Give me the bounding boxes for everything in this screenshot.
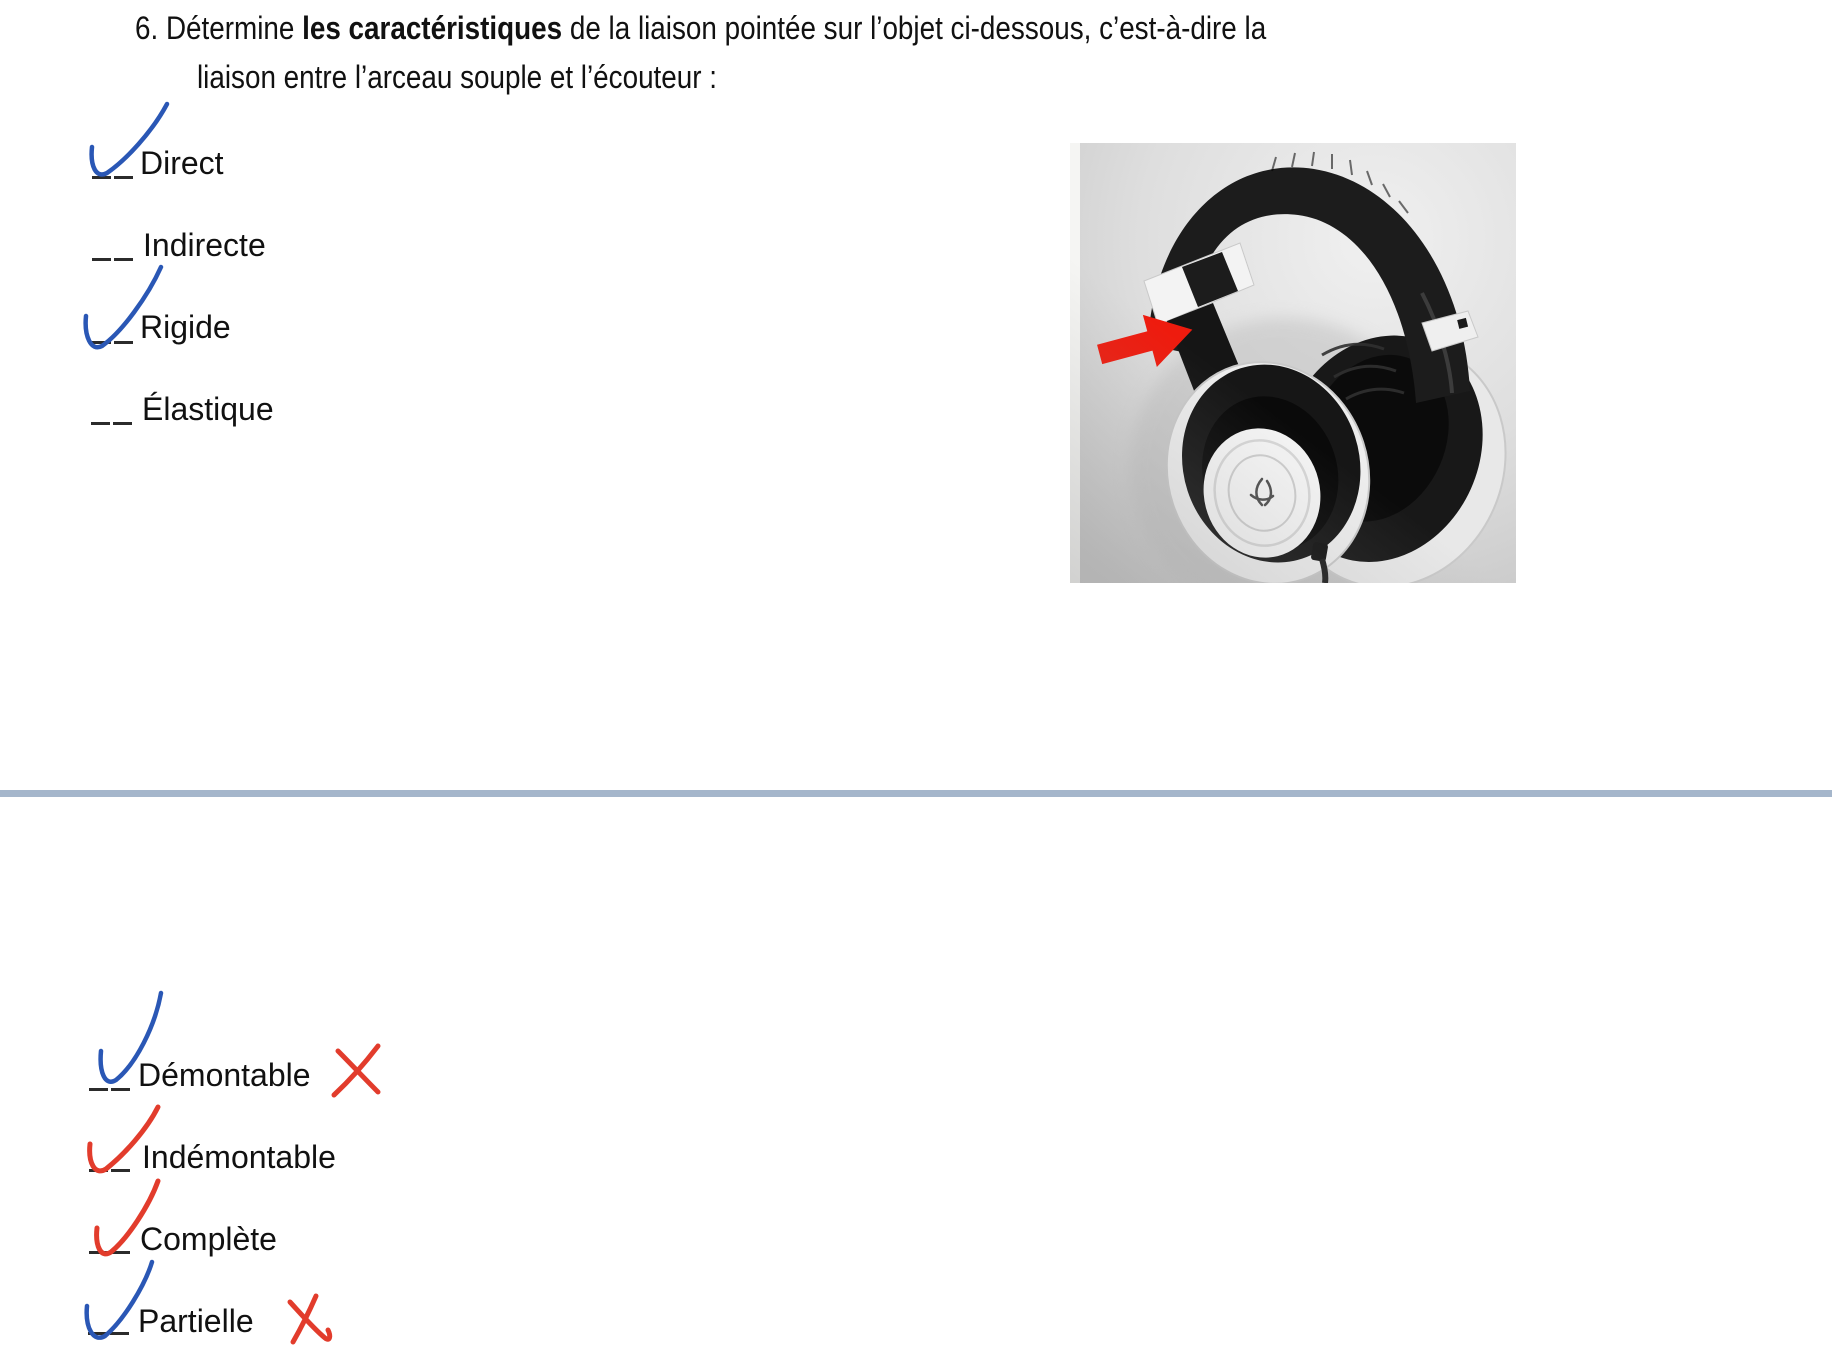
answer-blank bbox=[92, 258, 133, 261]
option-label-demontable: Démontable bbox=[138, 1057, 311, 1093]
answer-blank bbox=[89, 1251, 130, 1254]
option-label-partielle: Partielle bbox=[138, 1303, 254, 1339]
question-text-bold: les caractéristiques bbox=[302, 10, 563, 46]
question-title-line1 bbox=[135, 8, 1435, 48]
section-divider bbox=[0, 790, 1832, 797]
option-label-direct: Direct bbox=[140, 145, 224, 181]
answer-blank bbox=[88, 1332, 129, 1335]
option-label-indemontable: Indémontable bbox=[142, 1139, 336, 1175]
option-label-complete: Complète bbox=[140, 1221, 277, 1257]
answer-blank bbox=[92, 176, 133, 179]
question-text-line2: liaison entre l’arceau souple et l’écouteur : bbox=[197, 59, 717, 95]
option-label-rigide: Rigide bbox=[140, 309, 231, 345]
question-text: 6. Détermine bbox=[135, 10, 303, 46]
question-text-rest: de la liaison pointée sur l’objet ci-dessous, c’est-à-dire la bbox=[562, 10, 1267, 46]
answer-blank bbox=[89, 1088, 130, 1091]
answer-blank bbox=[89, 1169, 130, 1172]
cross-mark-demontable bbox=[334, 1046, 378, 1095]
option-label-elastique: Élastique bbox=[142, 391, 274, 427]
headphones-figure bbox=[1070, 143, 1516, 583]
answer-blank bbox=[91, 422, 132, 425]
question-title-line2 bbox=[197, 57, 795, 97]
option-label-indirecte: Indirecte bbox=[143, 227, 266, 263]
answer-blank bbox=[92, 341, 133, 344]
cross-mark-partielle bbox=[290, 1296, 330, 1342]
